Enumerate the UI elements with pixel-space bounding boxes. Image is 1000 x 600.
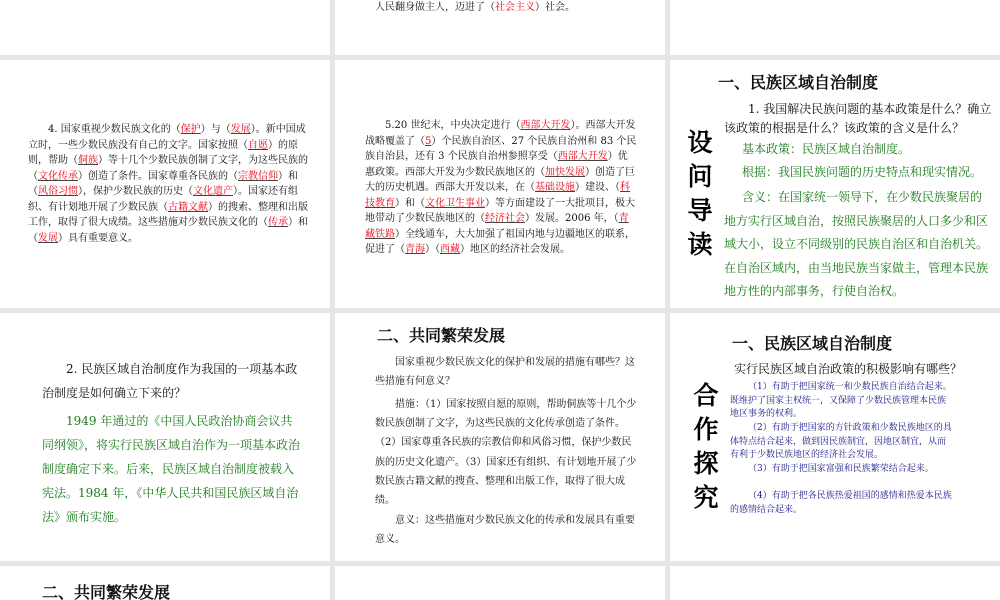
- slide-6[interactable]: [670, 60, 1000, 308]
- slide-1[interactable]: [0, 0, 330, 55]
- slide-6-answer-meaning: 含义：在国家统一领导下，在少数民族聚居的地方实行区域自治，按照民族聚居的人口多少和区域大小，设立不同级别的民族自治区和自治机关。在自治区域内，由当地民族当家做主，管理本民族地方性的内部事务，行使自治权。: [724, 190, 989, 298]
- slide-2[interactable]: [335, 0, 665, 55]
- slide-10-title: 二、共同繁荣发展: [42, 583, 171, 600]
- slide-9-title: 一、民族区域自治制度: [732, 334, 893, 353]
- blank-answer: 社会主义: [495, 2, 535, 13]
- vertical-label-hezuotanjiu: 合 作 探 究: [693, 381, 719, 512]
- slide-8-measures: 措施：（1）国家按照自愿的原则，帮助侗族等十几个少数民族创制了文字，为这些民族的文化传承创造了条件。（2）国家尊重各民族的宗教信仰和风俗习惯，保护少数民族的历史文化遗产。（3）国家还有组织、有计划地开展了少数民族古籍文献的搜查、整理和出版工作，取得了很大成绩。: [375, 399, 637, 507]
- slide-6-title: 一、民族区域自治制度: [718, 73, 879, 92]
- slide-9-point-1: （1）有助于把国家统一和少数民族自治结合起来。既维护了国家主权统一，又保障了少数民族管理本民族地区事务的权利。: [730, 382, 952, 419]
- slide-7-question: 2. 民族区域自治制度作为我国的一项基本政治制度是如何确立下来的？: [42, 362, 298, 400]
- slide-8-significance: 意义：这些措施对少数民族文化的传承和发展具有重要意义。: [375, 515, 635, 545]
- slide-8-question: 国家重视少数民族文化的保护和发展的措施有哪些？这些措施有何意义？: [375, 357, 635, 387]
- slide-6-answer-policy: 基本政策：民族区域自治制度。: [742, 142, 911, 156]
- slide-8-title: 二、共同繁荣发展: [377, 326, 506, 345]
- slide-9-point-4: （4）有助于把各民族热爱祖国的感情和热爱本民族的感情结合起来。: [730, 491, 952, 515]
- slide-8[interactable]: [335, 313, 665, 561]
- vertical-label-sheweidaodu: 设 问 导 读: [687, 128, 713, 259]
- slide-9-point-3: （3）有助于把国家富强和民族繁荣结合起来。: [748, 464, 934, 474]
- slide-11[interactable]: [335, 566, 665, 600]
- slide-6-question: 1. 我国解决民族问题的基本政策是什么？确立该政策的根据是什么？该政策的含义是什么？: [724, 102, 992, 135]
- slide-6-answer-basis: 根据：我国民族问题的历史特点和现实情况。: [742, 165, 983, 179]
- slide-10[interactable]: [0, 566, 330, 600]
- slide-7-answer: 1949 年通过的《中国人民政治协商会议共同纲领》，将实行民族区域自治作为一项基本政治制度确定下来。后来，民族区域自治制度被载入宪法。1984 年，《中华人民共和国民族区域自治法》颁布实施。: [42, 414, 301, 524]
- slide-9-question: 实行民族区域自治政策的积极影响有哪些？: [734, 362, 963, 376]
- slide-4-paragraph: 4. 国家重视少数民族文化的（保护）与（发展）。新中国成立时，一些少数民族没有自己的文字。国家按照（自愿）的原则，帮助（侗族）等十几个少数民族创制了文字，为这些民族的（文化传承）创造了条件。国家尊重各民族的（宗教信仰）和（风俗习惯），保护少数民族的历史（文化遗产）。国家还有组织、有计划地开展了少数民族（古籍文献）的搜索、整理和出版工作，取得了很大成绩。这些措施对少数民族文化的（传承）和（发展）具有重要意义。: [28, 124, 308, 244]
- slide-5-paragraph: 5.20 世纪末，中央决定进行（西部大开发）。西部大开发战略覆盖了（5）个民族自治区、27 个民族自治州和 83 个民族自治县，还有 3 个民族自治州参照享受（西部大开发）优惠政策。西部大开发为少数民族地区的（加快发展）创造了巨大的历史机遇。西部大开发以来，在（基础设施）建设、（科技教育）和（文化卫生事业）等方面建设了一大批项目，极大地带动了少数民族地区的（经济社会）发展。2006 年，（青藏铁路）全线通车，大大加强了祖国内地与边疆地区的联系，促进了（青海）（西藏）地区的经济社会发展。: [365, 120, 637, 255]
- slide-3[interactable]: [670, 0, 1000, 55]
- slide-2-text: 人民翻身做主人，迈进了（社会主义）社会。: [375, 2, 575, 13]
- slide-5[interactable]: [335, 60, 665, 308]
- slide-4[interactable]: [0, 60, 330, 308]
- slide-7[interactable]: [0, 313, 330, 561]
- slide-12[interactable]: [670, 566, 1000, 600]
- slide-9[interactable]: [670, 313, 1000, 561]
- slide-9-point-2: （2）有助于把国家的方针政策和少数民族地区的具体特点结合起来，做到因民族制宜，因地区制宜，从而有利于少数民族地区的经济社会发展。: [730, 423, 952, 460]
